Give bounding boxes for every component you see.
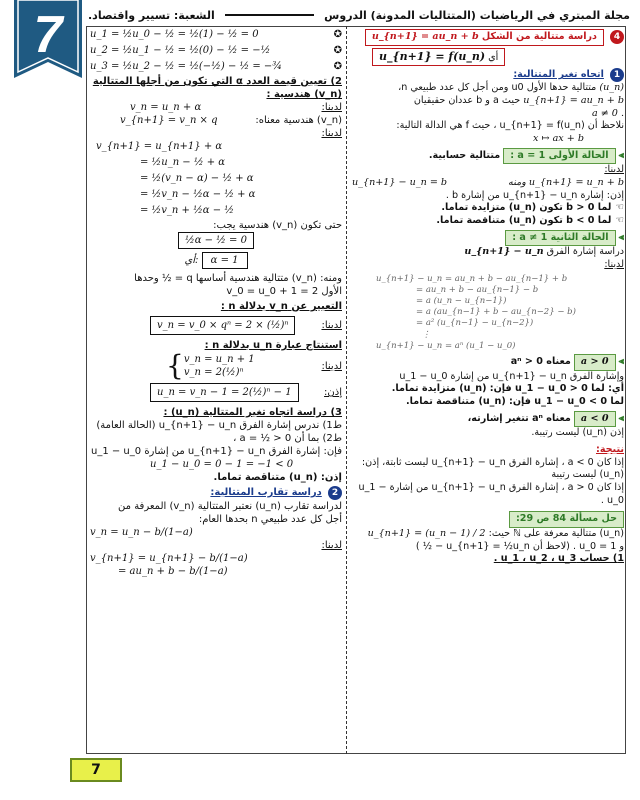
- case-1-text: متتالية حسابية.: [428, 149, 501, 161]
- exercise-text-1: (u_n) متتالية معرفة على ℕ حيث:: [488, 527, 624, 539]
- result-line-2: إذا كان a > 0 ، إشارة الفرق u_{n+1} − u_n من إشارة u_1 − u_0 .: [358, 481, 624, 506]
- positive-case-text-2: وإشارة الفرق u_{n+1} − u_n من إشارة u_1 − u_0: [399, 370, 624, 382]
- case-2-heading: [352, 230, 624, 247]
- v-geometric-row: [90, 114, 342, 127]
- computation-row-2: [90, 44, 342, 57]
- alpha-result-row: [90, 252, 342, 269]
- system-row: [90, 349, 342, 382]
- negative-case-row: [352, 411, 624, 428]
- v-geometric-text: (v_n) هندسية معناه:: [255, 115, 342, 126]
- case-1-heading: [352, 148, 624, 165]
- alpha-result: α = 1: [202, 252, 248, 269]
- page-header: [88, 2, 630, 28]
- derivation-line: = a² (u_{n−1} − u_{n−2}): [416, 318, 534, 329]
- vn-expression-title: التعبير عن v_n بدلالة n :: [220, 301, 342, 312]
- v-derivation: [90, 140, 342, 217]
- exercise-line-2: و u_0 = 1 . (لاحظ أن u_{n+1} = ½u_n − ½ ): [415, 540, 624, 552]
- case-2-text-row: [352, 246, 624, 259]
- negative-case-text-2: إذن (u_n) ليست رتيبة.: [531, 427, 624, 439]
- computation-row-3: [90, 60, 342, 73]
- condition-text: حتى تكون (v_n) هندسية يجب:: [213, 220, 342, 231]
- geometric-conclusion: ومنه: (v_n) متتالية هندسية أساسها q = ½ وحدها: [134, 273, 342, 284]
- method-2-d: إذن: (u_n) متناقصة تماما.: [213, 472, 342, 483]
- section-4-title: دراسة متتالية من الشكل: [481, 31, 597, 42]
- case-1-have: لدينا:: [604, 164, 624, 176]
- section-4-number: 4: [610, 30, 624, 44]
- star-bullet-icon: ✪: [333, 29, 342, 40]
- computation-row-1: [90, 28, 342, 41]
- case-1-bullet-2: ☜لما b < 0 تكون (u_n) متناقصة تماما.: [436, 214, 624, 226]
- section-4-title-box: [365, 29, 604, 46]
- method-2-c: u_1 − u_0 = 0 − 1 = −1 < 0: [150, 459, 294, 470]
- section-4-sub-box: [372, 48, 505, 67]
- hand-pointer-icon: ☜: [615, 214, 624, 226]
- v-step: = ½v_n + ½α − ½: [140, 205, 234, 216]
- intro-line-1: [352, 82, 624, 95]
- brace-icon: {: [166, 349, 184, 382]
- intro-text-2: حيث a و b عددان حقيقيان: [413, 94, 521, 106]
- badge-shape: [14, 0, 82, 78]
- intro-sequence: (u_n): [599, 82, 624, 94]
- have-label: لدينا:: [321, 102, 342, 113]
- positive-case-text-1: معناه aⁿ > 0: [510, 356, 571, 368]
- negative-arrow-icon: ⫸: [618, 412, 624, 424]
- column-divider: [346, 26, 347, 754]
- condition-eq-row: [90, 232, 342, 249]
- star-bullet-icon: ✪: [333, 45, 342, 56]
- intro-formula: u_{n+1} = au_n + b: [523, 94, 624, 106]
- derivation-block: [352, 272, 624, 355]
- v-step: v_{n+1} = u_{n+1} + α: [96, 141, 223, 152]
- condition-eq: ½α − ½ = 0: [178, 232, 254, 249]
- case-1-eq-b: ومنه u_{n+1} = u_n + b: [508, 176, 624, 188]
- intro-text-4: نلاحظ أن u_{n+1} = f(u_n) ، حيث f هي الدالة التالية:: [396, 120, 624, 132]
- exercise-title: حل مسألة 84 ص 29:: [509, 511, 624, 528]
- then-label: إذن:: [324, 387, 342, 398]
- chapter-badge: [14, 0, 82, 78]
- case-1-bullet-1: ☜لما b > 0 تكون (u_n) متزايدة تماما.: [441, 202, 624, 214]
- method-2-b: فإن: إشارة الفرق u_{n+1} − u_n من إشارة u_1 − u_0: [91, 446, 342, 457]
- intro-line-2: [352, 95, 624, 108]
- v-step: = ½v_n − ½α − ½ + α: [140, 189, 256, 200]
- section-4-sub: [352, 48, 624, 67]
- section-4-sub-formula: u_{n+1} = f(u_n): [379, 49, 486, 63]
- un-deduce-title: استنتاج عبارة u_n بدلالة n :: [204, 340, 342, 351]
- first-term: الأول v_0 = u_0 + 1 = 2: [226, 286, 342, 297]
- case-2-have: لدينا:: [604, 258, 624, 270]
- positive-case-box: a > 0: [574, 354, 616, 371]
- negative-case-text-1: معناه aⁿ تتغير إشارته،: [467, 412, 571, 424]
- computation-u2: u_2 = ½u_1 − ½ = ½(0) − ½ = −½: [90, 45, 271, 56]
- case-1-eq-a: u_{n+1} − u_n = b: [352, 176, 448, 188]
- result-line-1: إذا كان a < 0 ، إشارة الفرق u_{n+1} − u_n ليست ثابتة، إذن: (u_n) ليست رتيبة: [361, 456, 624, 481]
- exercise-line-3: 1) حساب u_1 ، u_2 ، u_3 .: [493, 553, 624, 565]
- subsection-2-text-2: أجل كل عدد طبيعي n بحدها العام:: [198, 514, 342, 525]
- system-eq-1: v_n = u_n + 1: [183, 354, 255, 365]
- positive-case-text-4: لما u_1 − u_0 < 0 فإن: (u_n) متناقصة تماما.: [406, 396, 624, 407]
- equation-system: [90, 349, 255, 382]
- subsection-2-heading: [90, 486, 342, 500]
- v-step: = ½u_n − ½ + α: [140, 157, 226, 168]
- star-bullet-icon: ✪: [333, 61, 342, 72]
- positive-arrow-icon: ⫸: [618, 356, 624, 368]
- question-2-title: 2) تعيين قيمة العدد α التي تكون من أجلها المتتالية: [92, 76, 342, 87]
- right-column: [352, 28, 624, 566]
- derivation-line: u_{n+1} − u_n = au_n + b − au_{n−1} + b: [376, 273, 568, 284]
- result-title: نتيجة:: [595, 443, 624, 455]
- v-definition-row: [90, 101, 342, 114]
- intro-text-1: متتالية حدها الأول u0 ومن أجل كل عدد طبيعي n،: [398, 82, 597, 94]
- subsection-1-title: اتجاه تغير المتتالية:: [513, 69, 604, 81]
- section-4-sub-label: أي: [488, 51, 499, 63]
- exercise-formula: u_{n+1} = (u_n − 1) / 2: [367, 527, 486, 539]
- subsection-2-number: 2: [328, 486, 342, 500]
- subsection-2-formula: v_n = u_n − b/(1−a): [90, 527, 193, 538]
- method-2: ط2) بما أن a = ½ > 0 ،: [233, 433, 342, 444]
- v-geometric-eq: v_{n+1} = v_n × q: [120, 115, 218, 126]
- negative-case-box: a < 0: [574, 411, 616, 428]
- case-1-title: الحالة الأولى a = 1 :: [503, 148, 615, 165]
- derivation-line: u_{n+1} − u_n = aⁿ (u_1 − u_0): [376, 340, 516, 351]
- v-step: = ½(v_n − α) − ½ + α: [140, 173, 254, 184]
- computation-u1: u_1 = ½u_0 − ½ = ½(1) − ½ = 0: [90, 29, 259, 40]
- case-2-diff: u_{n+1} − u_n: [464, 246, 544, 258]
- un-expression-row: [90, 383, 342, 402]
- system-eq-2: v_n = 2(½)ⁿ: [183, 367, 244, 378]
- case-2-text: دراسة إشارة الفرق: [546, 246, 624, 258]
- hand-pointer-icon: ☜: [615, 202, 624, 214]
- vn-expression-row: [90, 316, 342, 335]
- header-title: مجلة المبتري في الرياضيات (المتتاليات المدونة) الدروس: [324, 8, 630, 22]
- computation-u3: u_3 = ½u_2 − ½ = ½(−½) − ½ = −¾: [90, 61, 283, 72]
- badge-number: 7: [33, 6, 63, 64]
- left-column: [90, 28, 342, 578]
- subsection-1-heading: [352, 68, 624, 82]
- page-number: 7: [70, 758, 122, 782]
- header-rule: [225, 14, 314, 16]
- intro-condition: a ≠ 0 .: [591, 107, 624, 119]
- positive-case-row: [352, 354, 624, 371]
- un-expression: u_n = v_n − 1 = 2(½)ⁿ − 1: [150, 383, 299, 402]
- vn-expression: v_n = v_0 × qⁿ = 2 × (½)ⁿ: [150, 316, 295, 335]
- header-branch: الشعبة: تسيير واقتصاد.: [88, 8, 215, 22]
- derivation-line: = au_n + b − au_{n−1} − b: [416, 284, 539, 295]
- have-label-3: لدينا:: [321, 320, 342, 331]
- derivation-line: ⋮: [422, 329, 431, 340]
- case-1-eq-row: [352, 177, 624, 190]
- have-label-4: لدينا:: [321, 360, 342, 372]
- intro-map: x ↦ ax + b: [533, 132, 584, 144]
- have-label-2: لدينا:: [321, 128, 342, 139]
- subsection-2-text-1: لدراسة تقارب (u_n) نعتبر المتتالية (v_n) المعرفة من: [118, 501, 342, 512]
- subsection-2-title: دراسة تقارب المتتالية:: [210, 487, 322, 498]
- case-2-arrow-icon: ⫸: [618, 231, 624, 243]
- positive-case-text-3: أي: لما u_1 − u_0 > 0 فإن: (u_n) متزايدة تماما.: [391, 383, 624, 395]
- section-4-heading: [352, 29, 624, 46]
- section-4-formula: u_{n+1} = au_n + b: [371, 31, 479, 42]
- question-2-subtitle: (v_n) هندسية :: [266, 89, 342, 100]
- exercise-line-1: [352, 528, 624, 541]
- case-2-title: الحالة الثانية a ≠ 1 :: [505, 230, 615, 247]
- method-1: ط1) ندرس إشارة الفرق u_{n+1} − u_n (الحالة العامة): [96, 420, 342, 431]
- case-1-line-2: إذن: إشارة u_{n+1} − u_n من إشارة b .: [445, 189, 624, 201]
- derivation-line: = a (u_n − u_{n−1}): [416, 295, 507, 306]
- subsection-1-number: 1: [610, 68, 624, 82]
- question-3-title: 3) دراسة اتجاه تغير المتتالية (u_n) :: [163, 407, 342, 418]
- case-1-arrow-icon: ⫸: [618, 149, 624, 161]
- derivation-line: = a (au_{n−1} + b − au_{n−2} − b): [416, 307, 576, 318]
- v-definition: v_n = u_n + α: [130, 102, 202, 113]
- final-eq-1: v_{n+1} = u_{n+1} − b/(1−a): [90, 553, 248, 564]
- have-label-5: لدينا:: [321, 540, 342, 551]
- alpha-result-label: أي:: [184, 255, 199, 266]
- final-eq-2: = au_n + b − b/(1−a): [118, 566, 228, 577]
